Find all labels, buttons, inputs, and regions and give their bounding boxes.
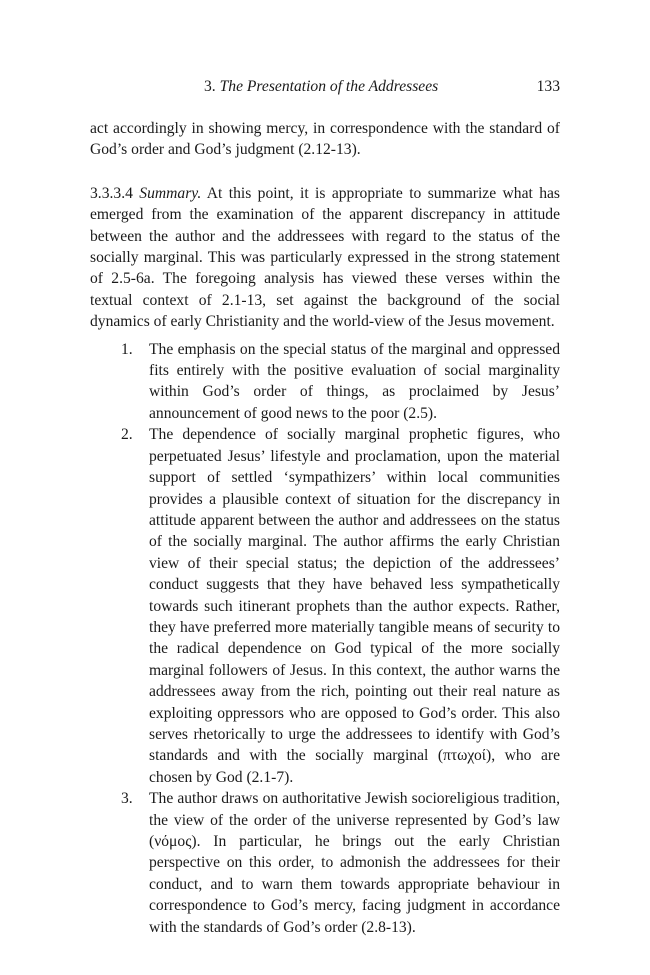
running-head-title <box>204 76 438 97</box>
section-number: 3. <box>204 78 216 95</box>
section-title: The Presentation of the Addressees <box>219 78 439 95</box>
list-item <box>90 339 560 425</box>
summary-text: At this point, it is appropriate to summarize what has emerged from the examination of the apparent discrepancy in attitude between the author and the addressees with regard to the status of the socially marginal. This was particularly expressed in the strong statement of 2.5-6a. The foregoing analysis has viewed these verses within the textual context of 2.1-13, set against the background of the social dynamics of early Christianity and the world-view of the Jesus movement. <box>90 184 560 331</box>
summary-paragraph <box>90 183 560 333</box>
list-item <box>90 788 560 938</box>
list-item-number: 1. <box>121 340 133 358</box>
running-header <box>90 76 560 98</box>
list-item-number: 3. <box>121 790 133 808</box>
paragraph-continuation: act accordingly in showing mercy, in correspondence with the standard of God’s order and God’s judgment (2.12-13). <box>90 120 560 159</box>
list-item-text: The author draws on authoritative Jewish socioreligious tradition, the view of the order of the universe represented by God’s law (νόμος). In particular, he brings out the early Christian perspective on this order, to admonish the addressees for their conduct, and to warn them towards appropriate behaviour in correspondence to God’s mercy, facing judgment in accordance with the standards of God’s order (2.8-13). <box>149 790 560 936</box>
summary-points-list <box>90 339 560 938</box>
summary-label: Summary. <box>139 184 202 202</box>
list-item-number: 2. <box>121 426 133 444</box>
list-item <box>90 424 560 788</box>
summary-section-number: 3.3.3.4 <box>90 184 133 202</box>
list-item-text: The dependence of socially marginal prophetic figures, who perpetuated Jesus’ lifestyle and proclamation, upon the material support of settled ‘sympathizers’ within local communities provides a plausible context of situation for the discrepancy in attitude apparent between the author and addressees on the status of the socially marginal. The author affirms the early Christian view of their special status; the depiction of the addressees’ conduct suggests that they have behaved less sympathetically towards such itinerant prophets than the author expects. Rather, they have preferred more materially tangible means of security to the radical dependence on God typical of the more socially marginal followers of Jesus. In this context, the author warns the addressees away from the rich, pointing out their real nature as exploiting oppressors who are opposed to God’s order. This also serves rhetorically to urge the addressees to identify with God’s standards and with the socially marginal (πτωχοί), who are chosen by God (2.1-7). <box>149 426 560 786</box>
body-text <box>90 118 560 938</box>
page-number: 133 <box>536 78 560 95</box>
list-item-text: The emphasis on the special status of the marginal and oppressed fits entirely with the positive evaluation of social marginality within God’s order of things, as proclaimed by Jesus’ announcement of good news to the poor (2.5). <box>149 340 560 422</box>
